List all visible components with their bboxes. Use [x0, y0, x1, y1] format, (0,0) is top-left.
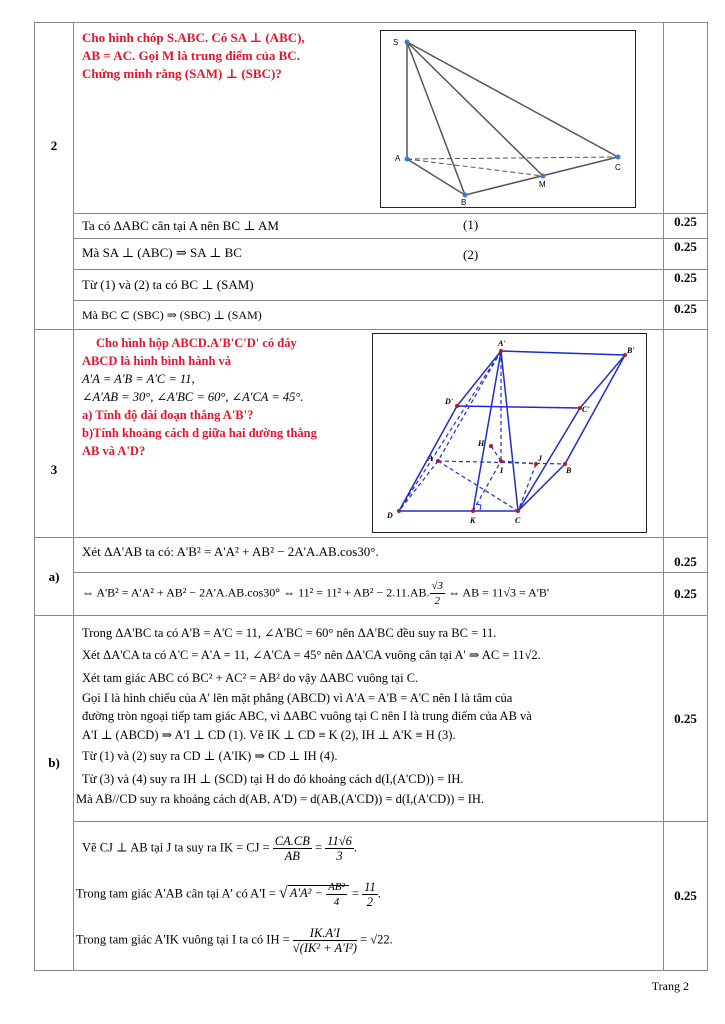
p2-score-4: 0.25: [664, 301, 708, 330]
label-D: D: [387, 511, 393, 520]
p2-step-1: Ta có ΔABC cân tại A nên BC ⊥ AM (1): [74, 214, 664, 239]
label-C1: C': [582, 405, 590, 414]
p2-step-3: Từ (1) và (2) ta có BC ⊥ (SAM): [74, 270, 664, 301]
p2-score-empty: [664, 23, 708, 214]
part-a-line-2: ⇔ A'B² = A'A² + AB² − 2A'A.AB.cos30° ⇔ 11² = 11² + AB² − 2.11.AB. $\frac{√3}{2}$ ⇔ AB = 11√3 = A'B': [74, 573, 664, 616]
prism-diagram: [373, 334, 646, 532]
p3-text-6: b)Tính khoảng cách d giữa hai đường thẳng: [82, 426, 317, 440]
p3-text-3: A'A = A'B = A'C = 11,: [82, 372, 195, 386]
p3-text-4: ∠A'AB = 30°, ∠A'BC = 60°, ∠A'CA = 45°.: [82, 390, 304, 404]
p2-text-3: Chứng minh rằng (SAM) ⊥ (SBC)?: [82, 66, 282, 81]
part-a-line-1: Xét ΔA'AB ta có: A'B² = A'A² + AB² − 2A'A.AB.cos30°.: [74, 538, 664, 573]
p2-score-3: 0.25: [664, 270, 708, 301]
answer-table: [34, 22, 708, 971]
problem-3-number: 3: [35, 330, 74, 538]
p2-score-1: 0.25: [664, 214, 708, 239]
label-S: S: [393, 38, 399, 47]
p2-score-2: 0.25: [664, 239, 708, 270]
label-B1: B': [627, 346, 635, 355]
p3-text-7: AB và A'D?: [82, 444, 146, 458]
part-a-score-1: 0.25: [664, 538, 708, 573]
p2-text-2: AB = AC. Gọi M là trung điểm của BC.: [82, 48, 300, 63]
label-H: H: [478, 439, 485, 448]
problem-3-statement: [74, 330, 664, 538]
label-A: A: [428, 454, 434, 463]
p2-text-1: Cho hình chóp S.ABC. Có SA ⊥ (ABC),: [82, 30, 305, 45]
p2-step-2: Mà SA ⊥ (ABC) ⇒ SA ⊥ BC (2): [74, 239, 664, 270]
label-K: K: [470, 516, 476, 525]
label-A: A: [395, 154, 401, 163]
part-b-reasoning: Trong ΔA'BC ta có A'B = A'C = 11, ∠A'BC = 60° nên ΔA'BC đều suy ra BC = 11. Xét ΔA'CA ta có A'C = A'A = 11, ∠A'CA = 45° nên ΔA'CA vuông cân tại A' ⇒ AC = 11√2. Xét tam giác ABC có BC² + AC² = AB² do vậy ΔABC vuông tại C. Gọi I là hình chiếu của A' lên mặt phẳng (ABCD) vì A'A = A'B = A'C nên I là tâm của đường tròn ngoại tiếp tam giác ABC, vì ΔABC vuông tại C nên I là trung điểm của AB và A'I ⊥ (ABCD) ⇒ A'I ⊥ CD (1). Vẽ IK ⊥ CD ≡ K (2), IH ⊥ A'K ≡ H (3). Từ (1) và (2) suy ra CD ⊥ (A'IK) ⇒ CD ⊥ IH (4). Từ (3) và (4) suy ra IH ⊥ (SCD) tại H do đó khoảng cách d(I,(A'CD)) = IH. Mà AB//CD suy ra khoảng cách d(AB, A'D) = d(AB,(A'CD)) = d(I,(A'CD)) = IH.: [74, 616, 664, 822]
part-b-score-1: 0.25: [664, 616, 708, 822]
label-A1: A': [498, 339, 506, 348]
part-b-computation: Vẽ CJ ⊥ AB tại J ta suy ra IK = CJ = $\frac{CA.CB}{AB}$ = $\frac{11√6}{3}$ . Trong tam giác A'AB cân tại A' có A'I = √ A'A² − $\frac{\text{AB²}}{4}$ = $\frac{11}{2}$ . Trong tam giác A'IK vuông tại I ta có IH = $\frac{IK.A'I}{\text{√(IK² + A'I²)}}$ = √22.: [74, 822, 664, 971]
pyramid-figure: [380, 30, 636, 208]
part-b-label: b): [35, 616, 74, 971]
page-footer: Trang 2: [651, 979, 689, 993]
p2-step-4: Mà BC ⊂ (SBC) ⇒ (SBC) ⊥ (SAM): [74, 301, 664, 330]
part-a-label: a): [35, 538, 74, 616]
pyramid-diagram: [381, 31, 635, 207]
p3-text-2: ABCD là hình bình hành và: [82, 354, 232, 368]
label-C: C: [615, 163, 621, 172]
label-C: C: [515, 516, 521, 525]
problem-2-statement: [74, 23, 664, 214]
p3-text-1: Cho hình hộp ABCD.A'B'C'D' có đáy: [96, 336, 297, 350]
label-B: B: [461, 198, 467, 207]
label-M: M: [539, 180, 546, 189]
label-B: B: [566, 466, 572, 475]
label-J: J: [538, 454, 542, 463]
problem-2-number: 2: [35, 23, 74, 330]
p3-text-5: a) Tính độ dài đoạn thẳng A'B'?: [82, 408, 254, 422]
label-I: I: [500, 466, 504, 475]
prism-figure: [372, 333, 647, 533]
label-D1: D': [445, 397, 453, 406]
part-a-score-2: 0.25: [664, 573, 708, 616]
p3-score-empty: [664, 330, 708, 538]
part-b-score-2: 0.25: [664, 822, 708, 971]
